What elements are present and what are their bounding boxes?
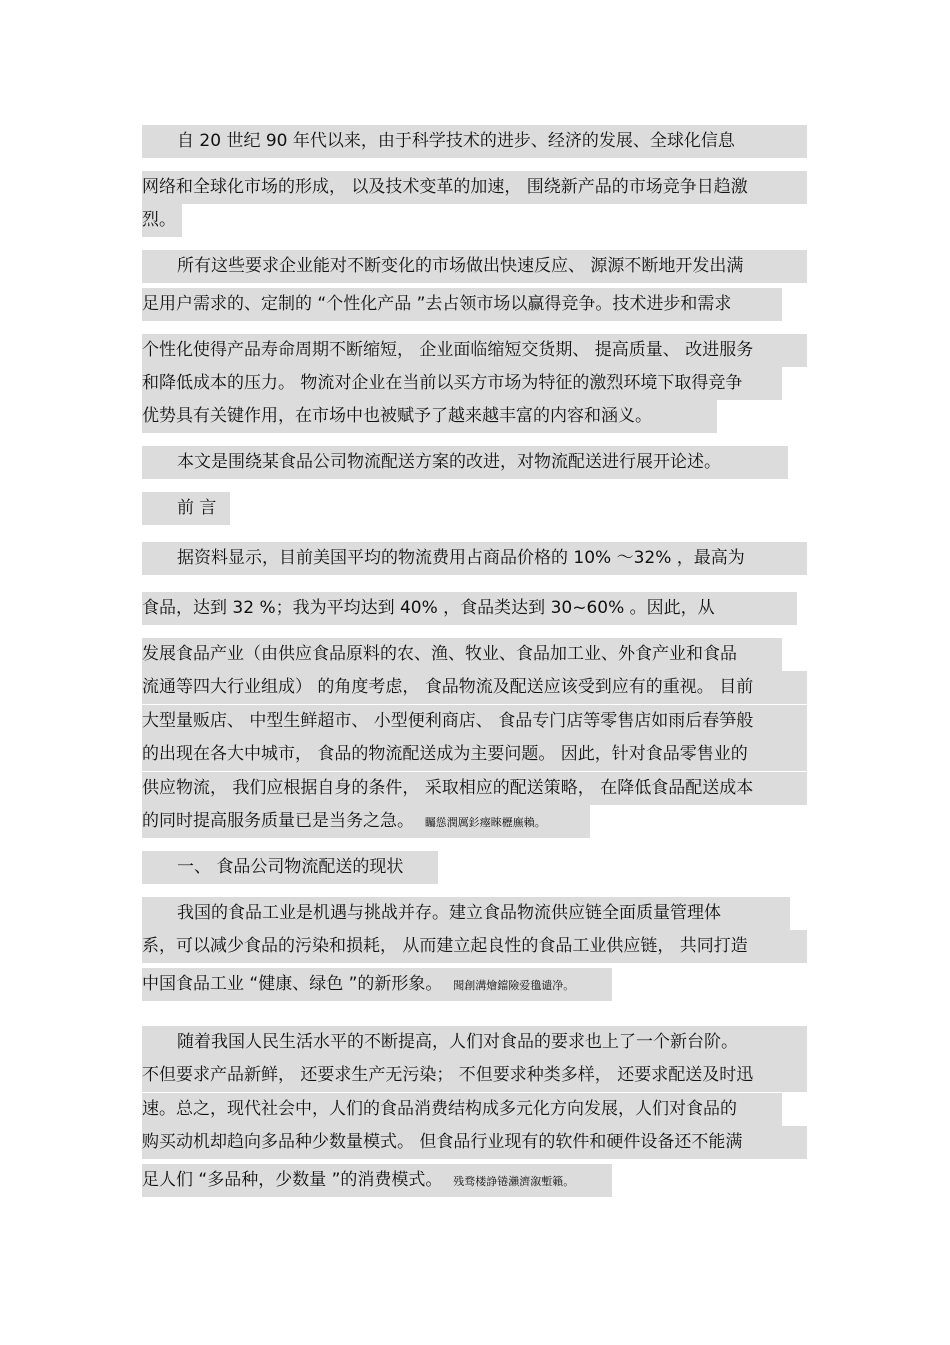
paragraph-line: 系，可以减少食品的污染和损耗， 从而建立起良性的食品工业供应链， 共同打造 — [142, 930, 807, 963]
paragraph-line: 我国的食品工业是机遇与挑战并存。建立食品物流供应链全面质量管理体 — [142, 897, 790, 930]
section-heading: 一、 食品公司物流配送的现状 — [142, 851, 438, 884]
paragraph-line — [142, 805, 590, 838]
paragraph-line: 速。总之，现代社会中，人们的食品消费结构成多元化方向发展，人们对食品的 — [142, 1093, 782, 1126]
paragraph-line: 所有这些要求企业能对不断变化的市场做出快速反应、 源源不断地开发出满 — [142, 250, 807, 283]
section-heading: 前 言 — [142, 492, 230, 525]
paragraph-line: 烈。 — [142, 204, 182, 237]
paragraph-line: 个性化使得产品寿命周期不断缩短， 企业面临缩短交货期、 提高质量、 改进服务 — [142, 334, 807, 367]
paragraph-line: 网络和全球化市场的形成， 以及技术变革的加速， 围绕新产品的市场竞争日趋激 — [142, 171, 807, 204]
line-text: 中国食品工业 “健康、绿色 ”的新形象。 — [142, 974, 443, 994]
paragraph-line: 食品，达到 32 %；我为平均达到 40% ，食品类达到 30~60% 。因此，从 — [142, 592, 797, 625]
line-text: 足人们 “多品种，少数量 ”的消费模式。 — [142, 1170, 443, 1190]
paragraph-line: 流通等四大行业组成） 的角度考虑， 食品物流及配送应该受到应有的重视。 目前 — [142, 671, 807, 704]
paragraph-line: 供应物流， 我们应根据自身的条件， 采取相应的配送策略， 在降低食品配送成本 — [142, 772, 807, 805]
paragraph-line: 本文是围绕某食品公司物流配送方案的改进，对物流配送进行展开论述。 — [142, 446, 788, 479]
document-page — [142, 120, 807, 1202]
paragraph-line: 足用户需求的、定制的 “个性化产品 ”去占领市场以赢得竞争。技术进步和需求 — [142, 288, 782, 321]
line-text: 的同时提高服务质量已是当务之急。 — [142, 811, 414, 831]
paragraph-line: 购买动机却趋向多品种少数量模式。 但食品行业现有的软件和硬件设备还不能满 — [142, 1126, 807, 1159]
paragraph-line: 和降低成本的压力。 物流对企业在当前以买方市场为特征的激烈环境下取得竞争 — [142, 367, 782, 400]
paragraph-line: 据资料显示，目前美国平均的物流费用占商品价格的 10% ～32% ，最高为 — [142, 542, 807, 575]
paragraph-line: 大型量贩店、 中型生鲜超市、 小型便利商店、 食品专门店等零售店如雨后春笋般 — [142, 705, 807, 738]
paragraph-line: 自 20 世纪 90 年代以来，由于科学技术的进步、经济的发展、全球化信息 — [142, 125, 807, 158]
paragraph-line: 随着我国人民生活水平的不断提高，人们对食品的要求也上了一个新台阶。 — [142, 1026, 807, 1059]
watermark-note: 残骛楼諍锩瀨濟溆塹籟。 — [453, 1175, 575, 1188]
paragraph-line — [142, 1164, 612, 1197]
watermark-note: 聞創溝燴鐺險爱氇谴净。 — [453, 979, 575, 992]
paragraph-line: 发展食品产业（由供应食品原料的农、渔、牧业、食品加工业、外食产业和食品 — [142, 638, 782, 671]
watermark-note: 矚慫潤厲釤瘞睞櫪廡賴。 — [424, 816, 546, 829]
paragraph-line: 不但要求产品新鲜， 还要求生产无污染； 不但要求种类多样， 还要求配送及时迅 — [142, 1059, 807, 1092]
paragraph-line — [142, 968, 612, 1001]
paragraph-line: 的出现在各大中城市， 食品的物流配送成为主要问题。 因此，针对食品零售业的 — [142, 738, 807, 771]
paragraph-line: 优势具有关键作用，在市场中也被赋予了越来越丰富的内容和涵义。 — [142, 400, 717, 433]
